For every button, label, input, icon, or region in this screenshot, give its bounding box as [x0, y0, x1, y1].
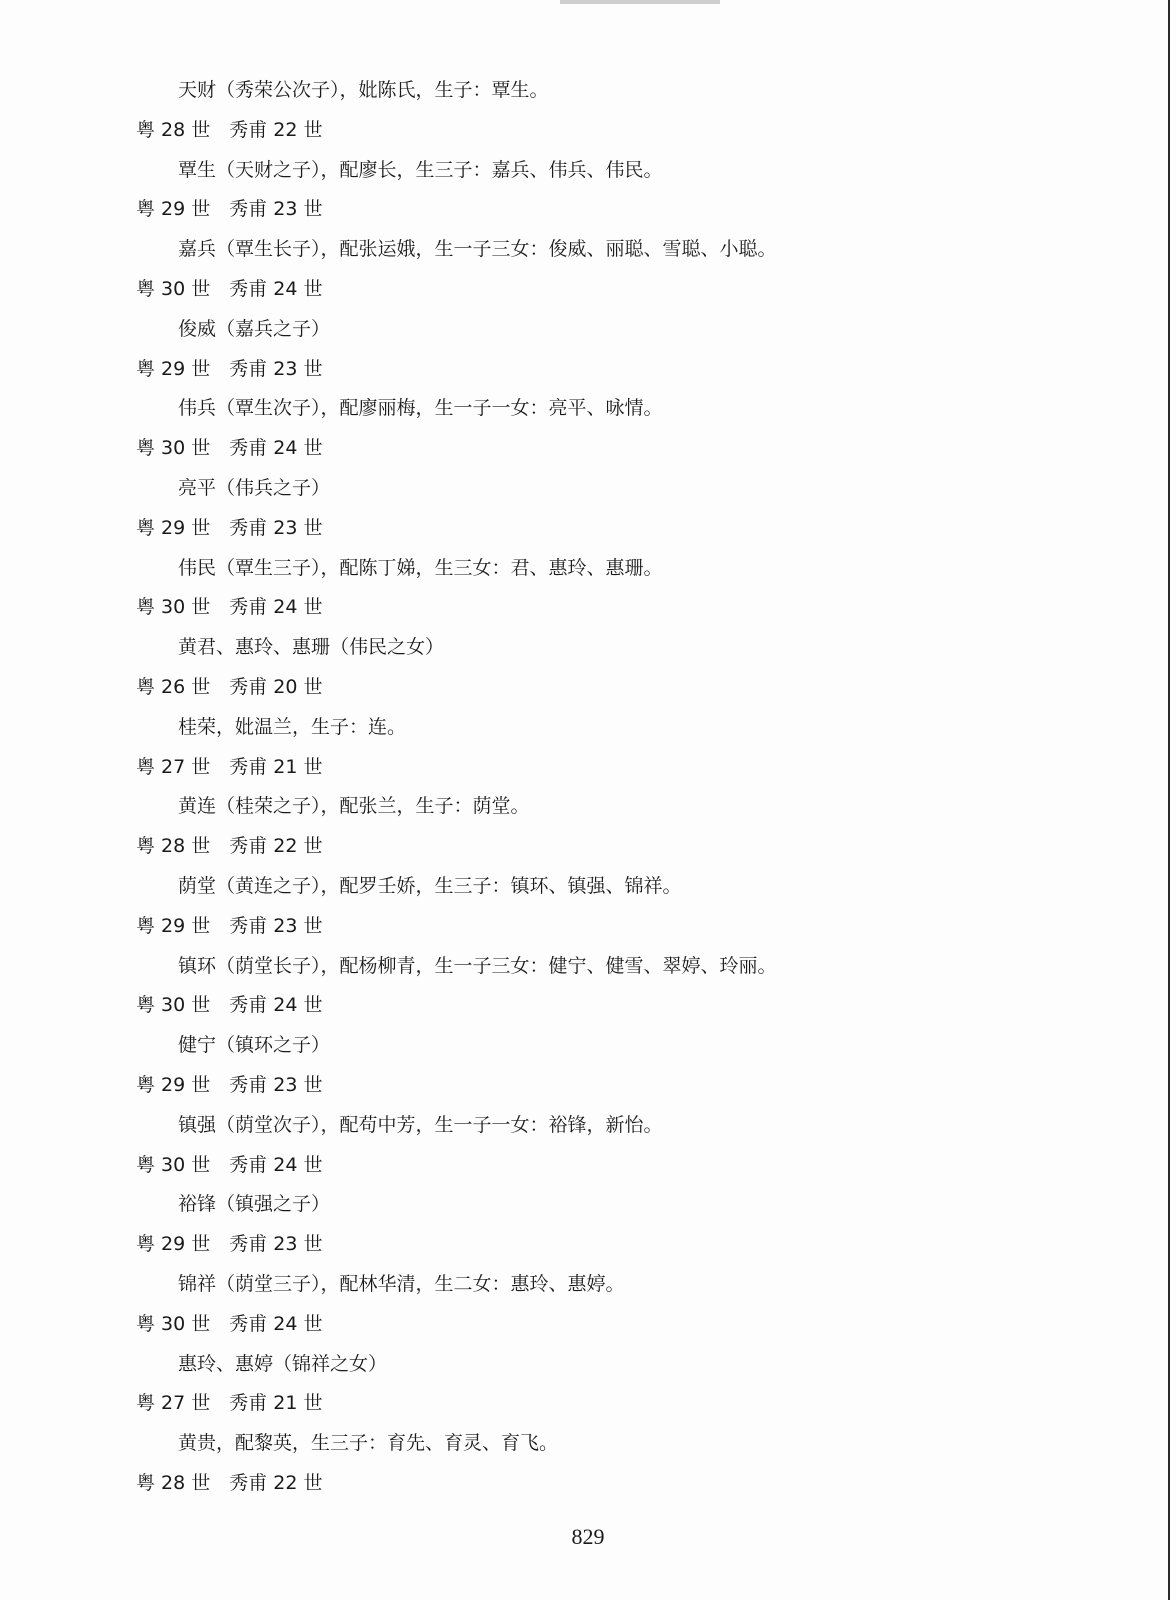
generation-heading: 粤 28 世 秀甫 22 世	[136, 118, 323, 141]
generation-heading: 粤 28 世 秀甫 22 世	[136, 835, 323, 858]
genealogy-entry: 镇环（荫堂长子），配杨柳青，生一子三女：健宁、健雪、翠婷、玲丽。	[178, 954, 777, 977]
genealogy-entry: 黄君、惠玲、惠珊（伟民之女）	[178, 636, 445, 659]
genealogy-entry: 天财（秀荣公次子），妣陈氏，生子：覃生。	[178, 79, 549, 101]
genealogy-entry: 锦祥（荫堂三子），配林华清，生二女：惠玲、惠婷。	[178, 1272, 625, 1295]
page-number: 829	[571, 1524, 605, 1549]
generation-heading: 粤 29 世 秀甫 23 世	[136, 914, 323, 937]
generation-heading: 粤 26 世 秀甫 20 世	[136, 675, 323, 698]
generation-heading: 粤 30 世 秀甫 24 世	[136, 437, 323, 460]
genealogy-text-block	[0, 71, 1150, 1504]
genealogy-entry: 健宁（镇环之子）	[178, 1034, 331, 1057]
generation-heading: 粤 28 世 秀甫 22 世	[136, 1471, 323, 1494]
genealogy-entry: 裕锋（镇强之子）	[178, 1193, 331, 1216]
genealogy-entry: 覃生（天财之子），配廖长，生三子：嘉兵、伟兵、伟民。	[178, 158, 663, 181]
generation-heading: 粤 29 世 秀甫 23 世	[136, 1073, 323, 1096]
generation-heading: 粤 30 世 秀甫 24 世	[136, 994, 323, 1017]
generation-heading: 粤 30 世 秀甫 24 世	[136, 596, 323, 619]
genealogy-entry: 镇强（荫堂次子），配苟中芳，生一子一女：裕锋，新怡。	[178, 1113, 663, 1136]
genealogy-entry: 黄贵，配黎英，生三子：育先、育灵、育飞。	[178, 1432, 559, 1455]
generation-heading: 粤 29 世 秀甫 23 世	[136, 357, 323, 380]
generation-heading: 粤 27 世 秀甫 21 世	[136, 1392, 323, 1415]
generation-heading: 粤 29 世 秀甫 23 世	[136, 198, 323, 221]
genealogy-entry: 亮平（伟兵之子）	[178, 476, 331, 499]
generation-heading: 粤 29 世 秀甫 23 世	[136, 1233, 323, 1256]
genealogy-entry: 荫堂（黄连之子），配罗壬娇，生三子：镇环、镇强、锦祥。	[178, 874, 682, 897]
genealogy-entry: 桂荣，妣温兰，生子：连。	[178, 715, 407, 738]
genealogy-entry: 伟兵（覃生次子），配廖丽梅，生一子一女：亮平、咏情。	[178, 397, 663, 420]
genealogy-entry: 伟民（覃生三子），配陈丁娣，生三女：君、惠玲、惠珊。	[178, 556, 663, 579]
generation-heading: 粤 30 世 秀甫 24 世	[136, 1312, 323, 1335]
scan-right-edge	[1168, 0, 1170, 1600]
generation-heading: 粤 30 世 秀甫 24 世	[136, 277, 323, 300]
scan-top-edge	[560, 0, 720, 4]
genealogy-entry: 俊威（嘉兵之子）	[178, 317, 331, 340]
genealogy-entry: 黄连（桂荣之子），配张兰，生子：荫堂。	[178, 795, 530, 818]
genealogy-entry: 惠玲、惠婷（锦祥之女）	[178, 1352, 388, 1375]
generation-heading: 粤 30 世 秀甫 24 世	[136, 1153, 323, 1176]
generation-heading: 粤 27 世 秀甫 21 世	[136, 755, 323, 778]
genealogy-entry: 嘉兵（覃生长子），配张运娥，生一子三女：俊威、丽聪、雪聪、小聪。	[178, 238, 777, 261]
generation-heading: 粤 29 世 秀甫 23 世	[136, 516, 323, 539]
